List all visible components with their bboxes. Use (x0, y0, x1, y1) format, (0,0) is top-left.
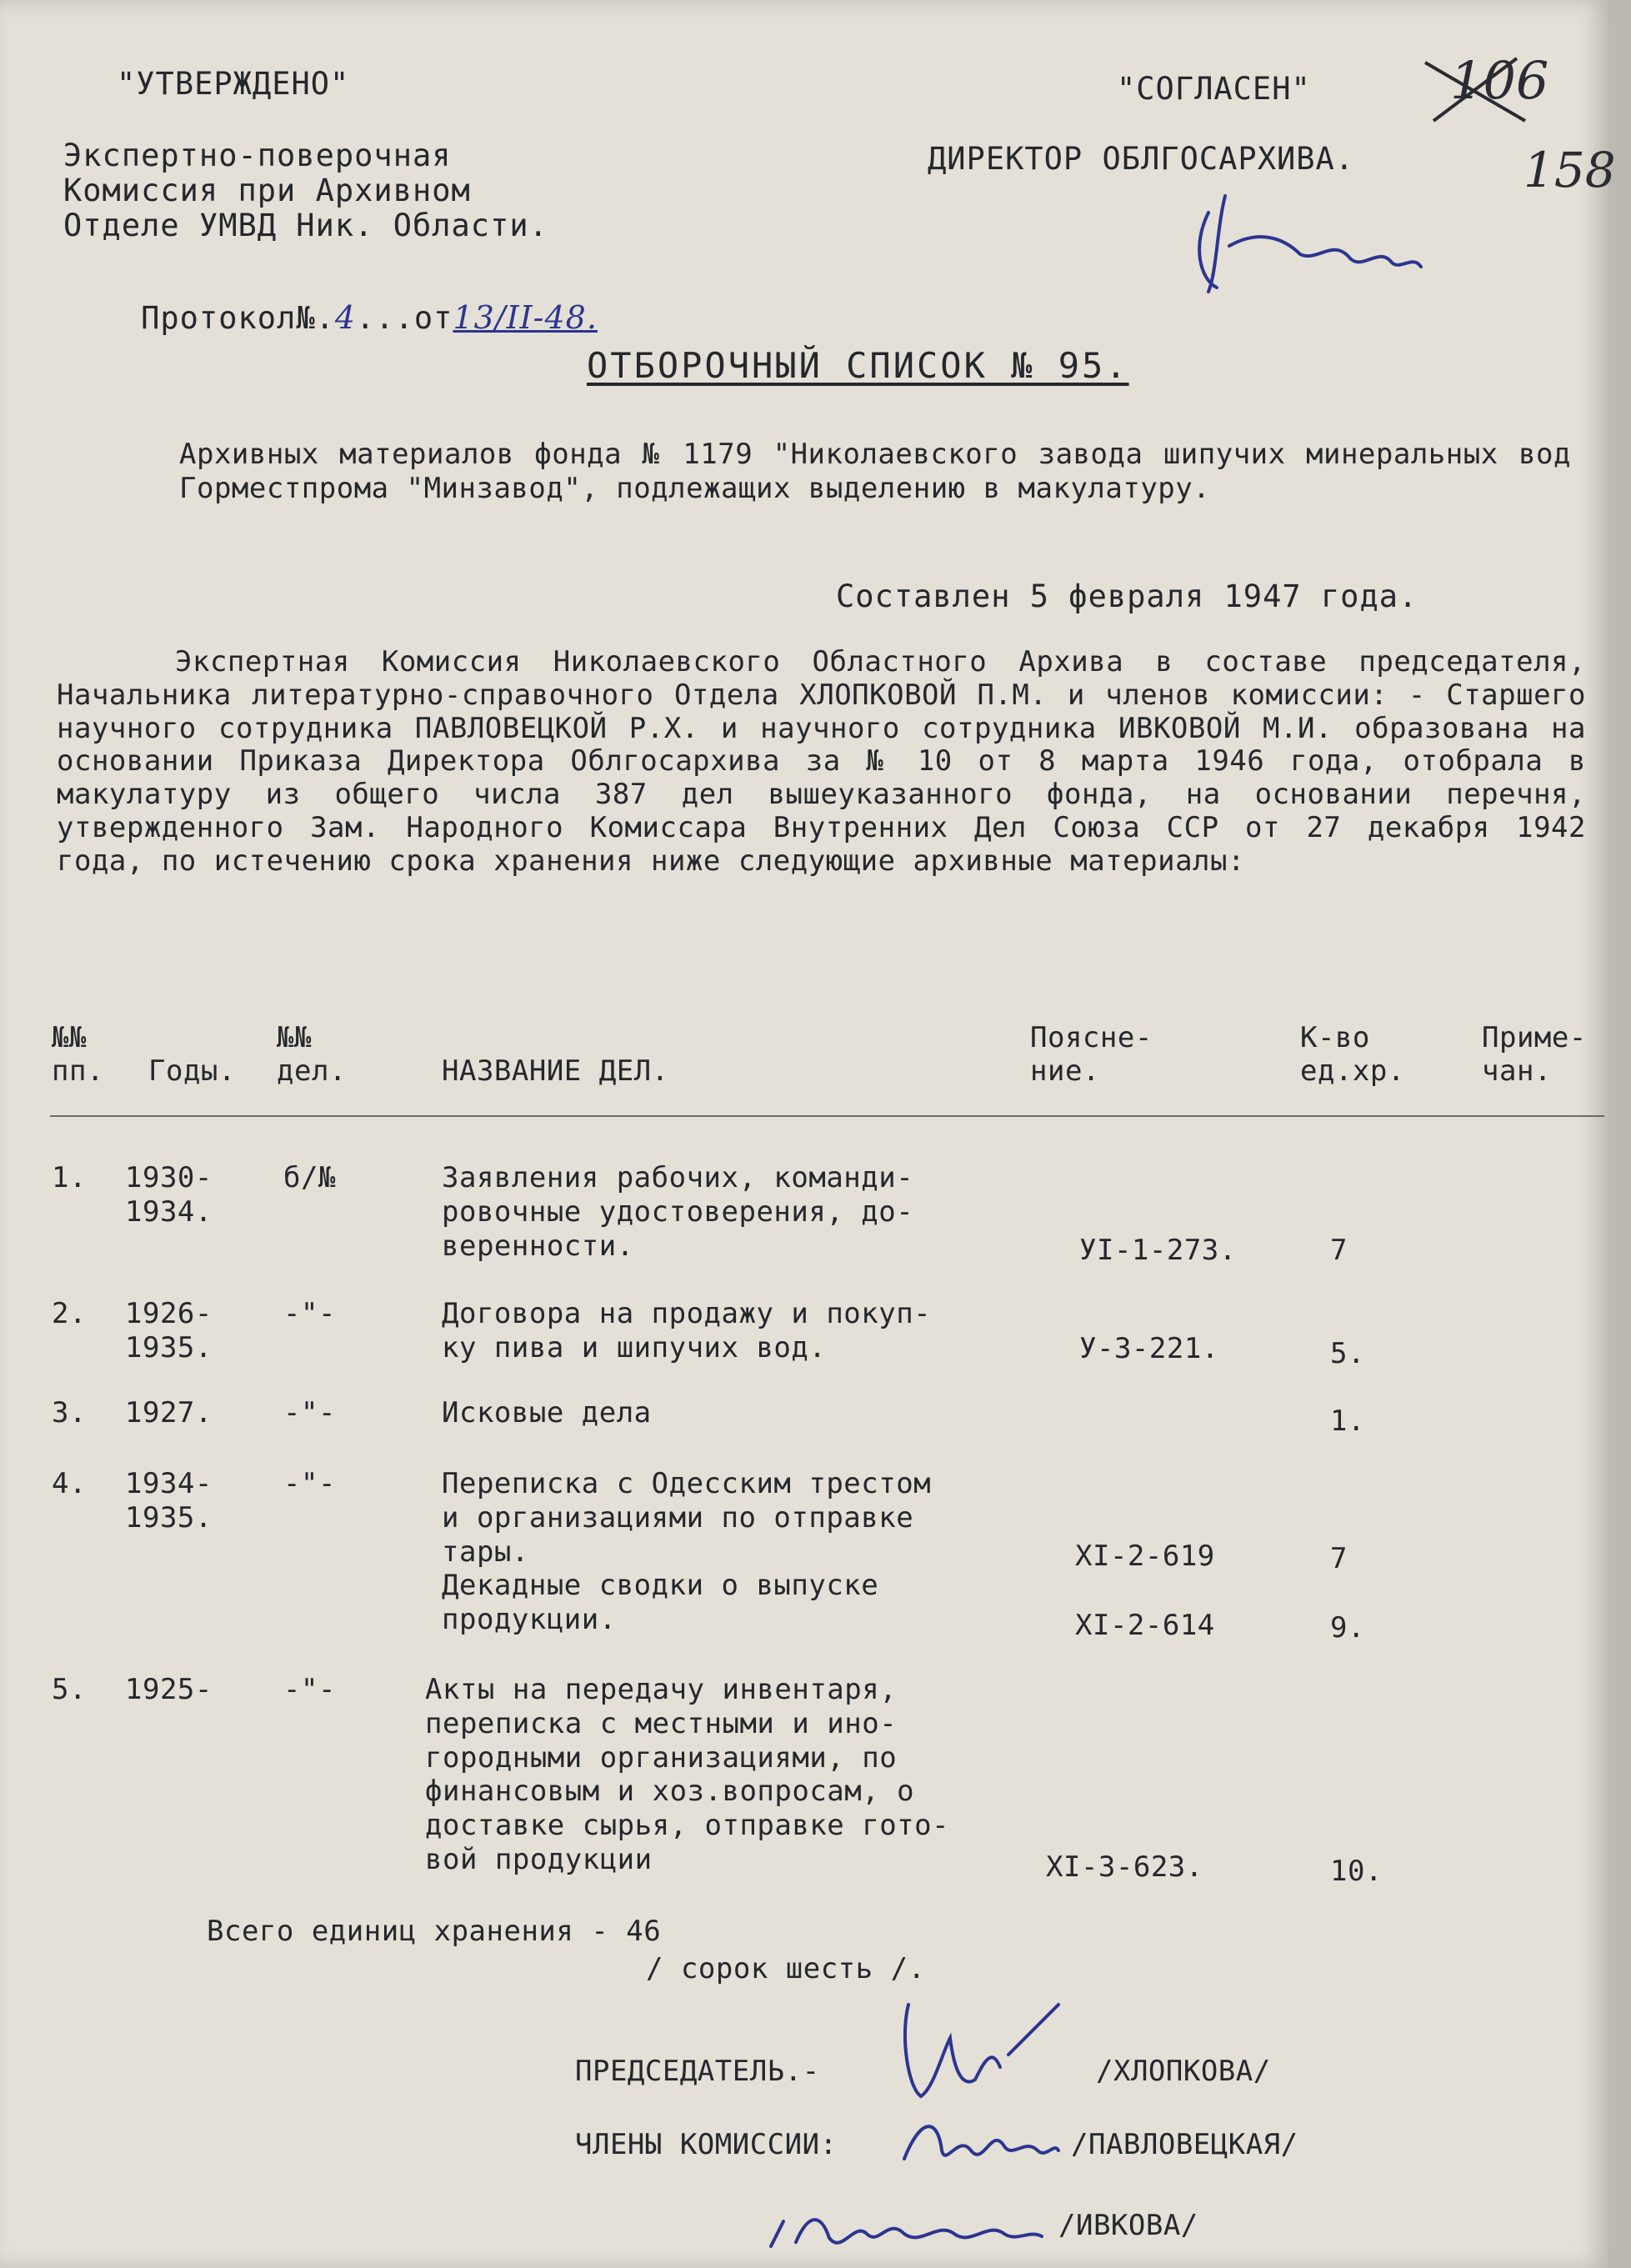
row4-title: Переписка с Одесским трестом и организациями по отправке тары. Декадные сводки о выпуске продукции. (442, 1467, 932, 1637)
row3-count: 1. (1330, 1404, 1365, 1438)
row2-num: 2. (52, 1297, 87, 1330)
header-explanation: Поясне- ние. (1030, 1021, 1153, 1089)
row3-years: 1927. (125, 1396, 213, 1429)
header-title: НАЗВАНИЕ ДЕЛ. (442, 1054, 669, 1089)
row2-case: -"- (283, 1297, 336, 1330)
header-num: №№ пп. (52, 1021, 104, 1089)
members-label: ЧЛЕНЫ КОМИССИИ: (575, 2128, 838, 2161)
row4-count-2: 9. (1330, 1611, 1365, 1645)
member2-name: /ИВКОВА/ (1058, 2209, 1198, 2242)
protocol-prefix: Протокол№. (141, 300, 335, 336)
header-case-num: №№ дел. (277, 1021, 347, 1089)
row2-title: Договора на продажу и покуп- ку пива и шипучих вод. (442, 1297, 932, 1364)
compiled-date: Составлен 5 февраля 1947 года. (836, 578, 1418, 614)
row4-explanation-2: XI-2-614 (1075, 1609, 1215, 1642)
row1-title: Заявления рабочих, команди- ровочные удостоверения, до- веренности. (442, 1161, 914, 1263)
row1-explanation: УI-1-273. (1079, 1234, 1237, 1267)
row2-explanation: У-3-221. (1079, 1332, 1219, 1365)
chair-signature (883, 1988, 1067, 2113)
chair-label: ПРЕДСЕДАТЕЛЬ.- (575, 2055, 820, 2088)
header-rule (50, 1115, 1604, 1117)
total-line: Всего единиц хранения - 46 (207, 1915, 662, 1948)
row3-num: 3. (52, 1396, 87, 1429)
row5-explanation: XI-3-623. (1046, 1850, 1203, 1884)
row4-case: -"- (283, 1467, 336, 1500)
row4-years: 1934- 1935. (125, 1467, 213, 1535)
row1-count: 7 (1330, 1234, 1348, 1267)
member1-name: /ПАВЛОВЕЦКАЯ/ (1071, 2128, 1298, 2161)
row3-title: Исковые дела (442, 1396, 652, 1429)
header-note: Приме- чан. (1482, 1021, 1587, 1089)
protocol-mid: ...от (356, 300, 453, 336)
row5-title: Акты на передачу инвентаря, переписка с местными и ино- городными организациями, по финансовым и хоз.вопросам, о доставке сырья, отправке гото- вой продукции (425, 1673, 950, 1876)
body-paragraph: Экспертная Комиссия Николаевского Областного Архива в составе председателя, Начальника литературно-справочного Отдела ХЛОПКОВОЙ П.М. и членов комиссии: - Старшего научного сотрудника ПАВЛОВЕЦКОЙ Р.Х. и научного сотрудника ИВКОВОЙ М.И. образована на основании Приказа Директора Облгосархива за № 10 от 8 марта 1946 года, отобрала в макулатуру из общего числа 387 дел вышеуказанного фонда, на основании перечня, утвержденного Зам. Народного Комиссара Внутренних Дел Союза ССР от 27 декабря 1942 года, по истечению срока хранения ниже следующие архивные материалы: (57, 645, 1586, 878)
director-signature (1183, 179, 1433, 296)
agreed-line: ДИРЕКТОР ОБЛГОСАРХИВА. (928, 141, 1355, 177)
margin-mark-1: 106 (1450, 50, 1549, 111)
row5-count: 10. (1330, 1855, 1383, 1888)
approved-line-2: Комиссия при Архивном (63, 173, 471, 208)
document-title: ОТБОРОЧНЫЙ СПИСОК № 95. (587, 345, 1129, 386)
row3-case: -"- (283, 1396, 336, 1429)
protocol-number: 4 (334, 299, 357, 336)
row1-case: б/№ (283, 1161, 336, 1194)
row4-count-1: 7 (1330, 1542, 1348, 1575)
total-words: / сорок шесть /. (646, 1952, 926, 1985)
chair-name: /ХЛОПКОВА/ (1096, 2055, 1271, 2088)
row5-num: 5. (52, 1673, 87, 1706)
row4-num: 4. (52, 1467, 87, 1500)
row2-years: 1926- 1935. (125, 1297, 213, 1364)
row1-years: 1930- 1934. (125, 1161, 213, 1229)
approved-line-3: Отделе УМВД Ник. Области. (63, 208, 548, 243)
member2-signature (763, 2188, 1046, 2263)
approved-label: "УТВЕРЖДЕНО" (117, 66, 350, 102)
protocol-date: 13/II-48. (453, 299, 598, 336)
row5-case: -"- (283, 1673, 336, 1706)
row5-years: 1925- (125, 1673, 213, 1706)
strike-mark (1417, 46, 1533, 129)
agreed-label: "СОГЛАСЕН" (1117, 71, 1311, 107)
header-years: Годы. (148, 1054, 236, 1089)
intro-paragraph: Архивных материалов фонда № 1179 "Николаевского завода шипучих минеральных вод Горместпрома "Минзавод", подлежащих выделению в макулатуру. (179, 438, 1571, 505)
row1-num: 1. (52, 1161, 87, 1194)
margin-mark-2: 158 (1523, 142, 1616, 198)
row4-explanation-1: XI-2-619 (1075, 1540, 1215, 1573)
protocol-line (63, 271, 598, 364)
header-count: К-во ед.хр. (1300, 1021, 1405, 1089)
row2-count: 5. (1330, 1337, 1365, 1370)
member1-signature (896, 2100, 1063, 2184)
approved-line-1: Экспертно-поверочная (63, 138, 452, 173)
